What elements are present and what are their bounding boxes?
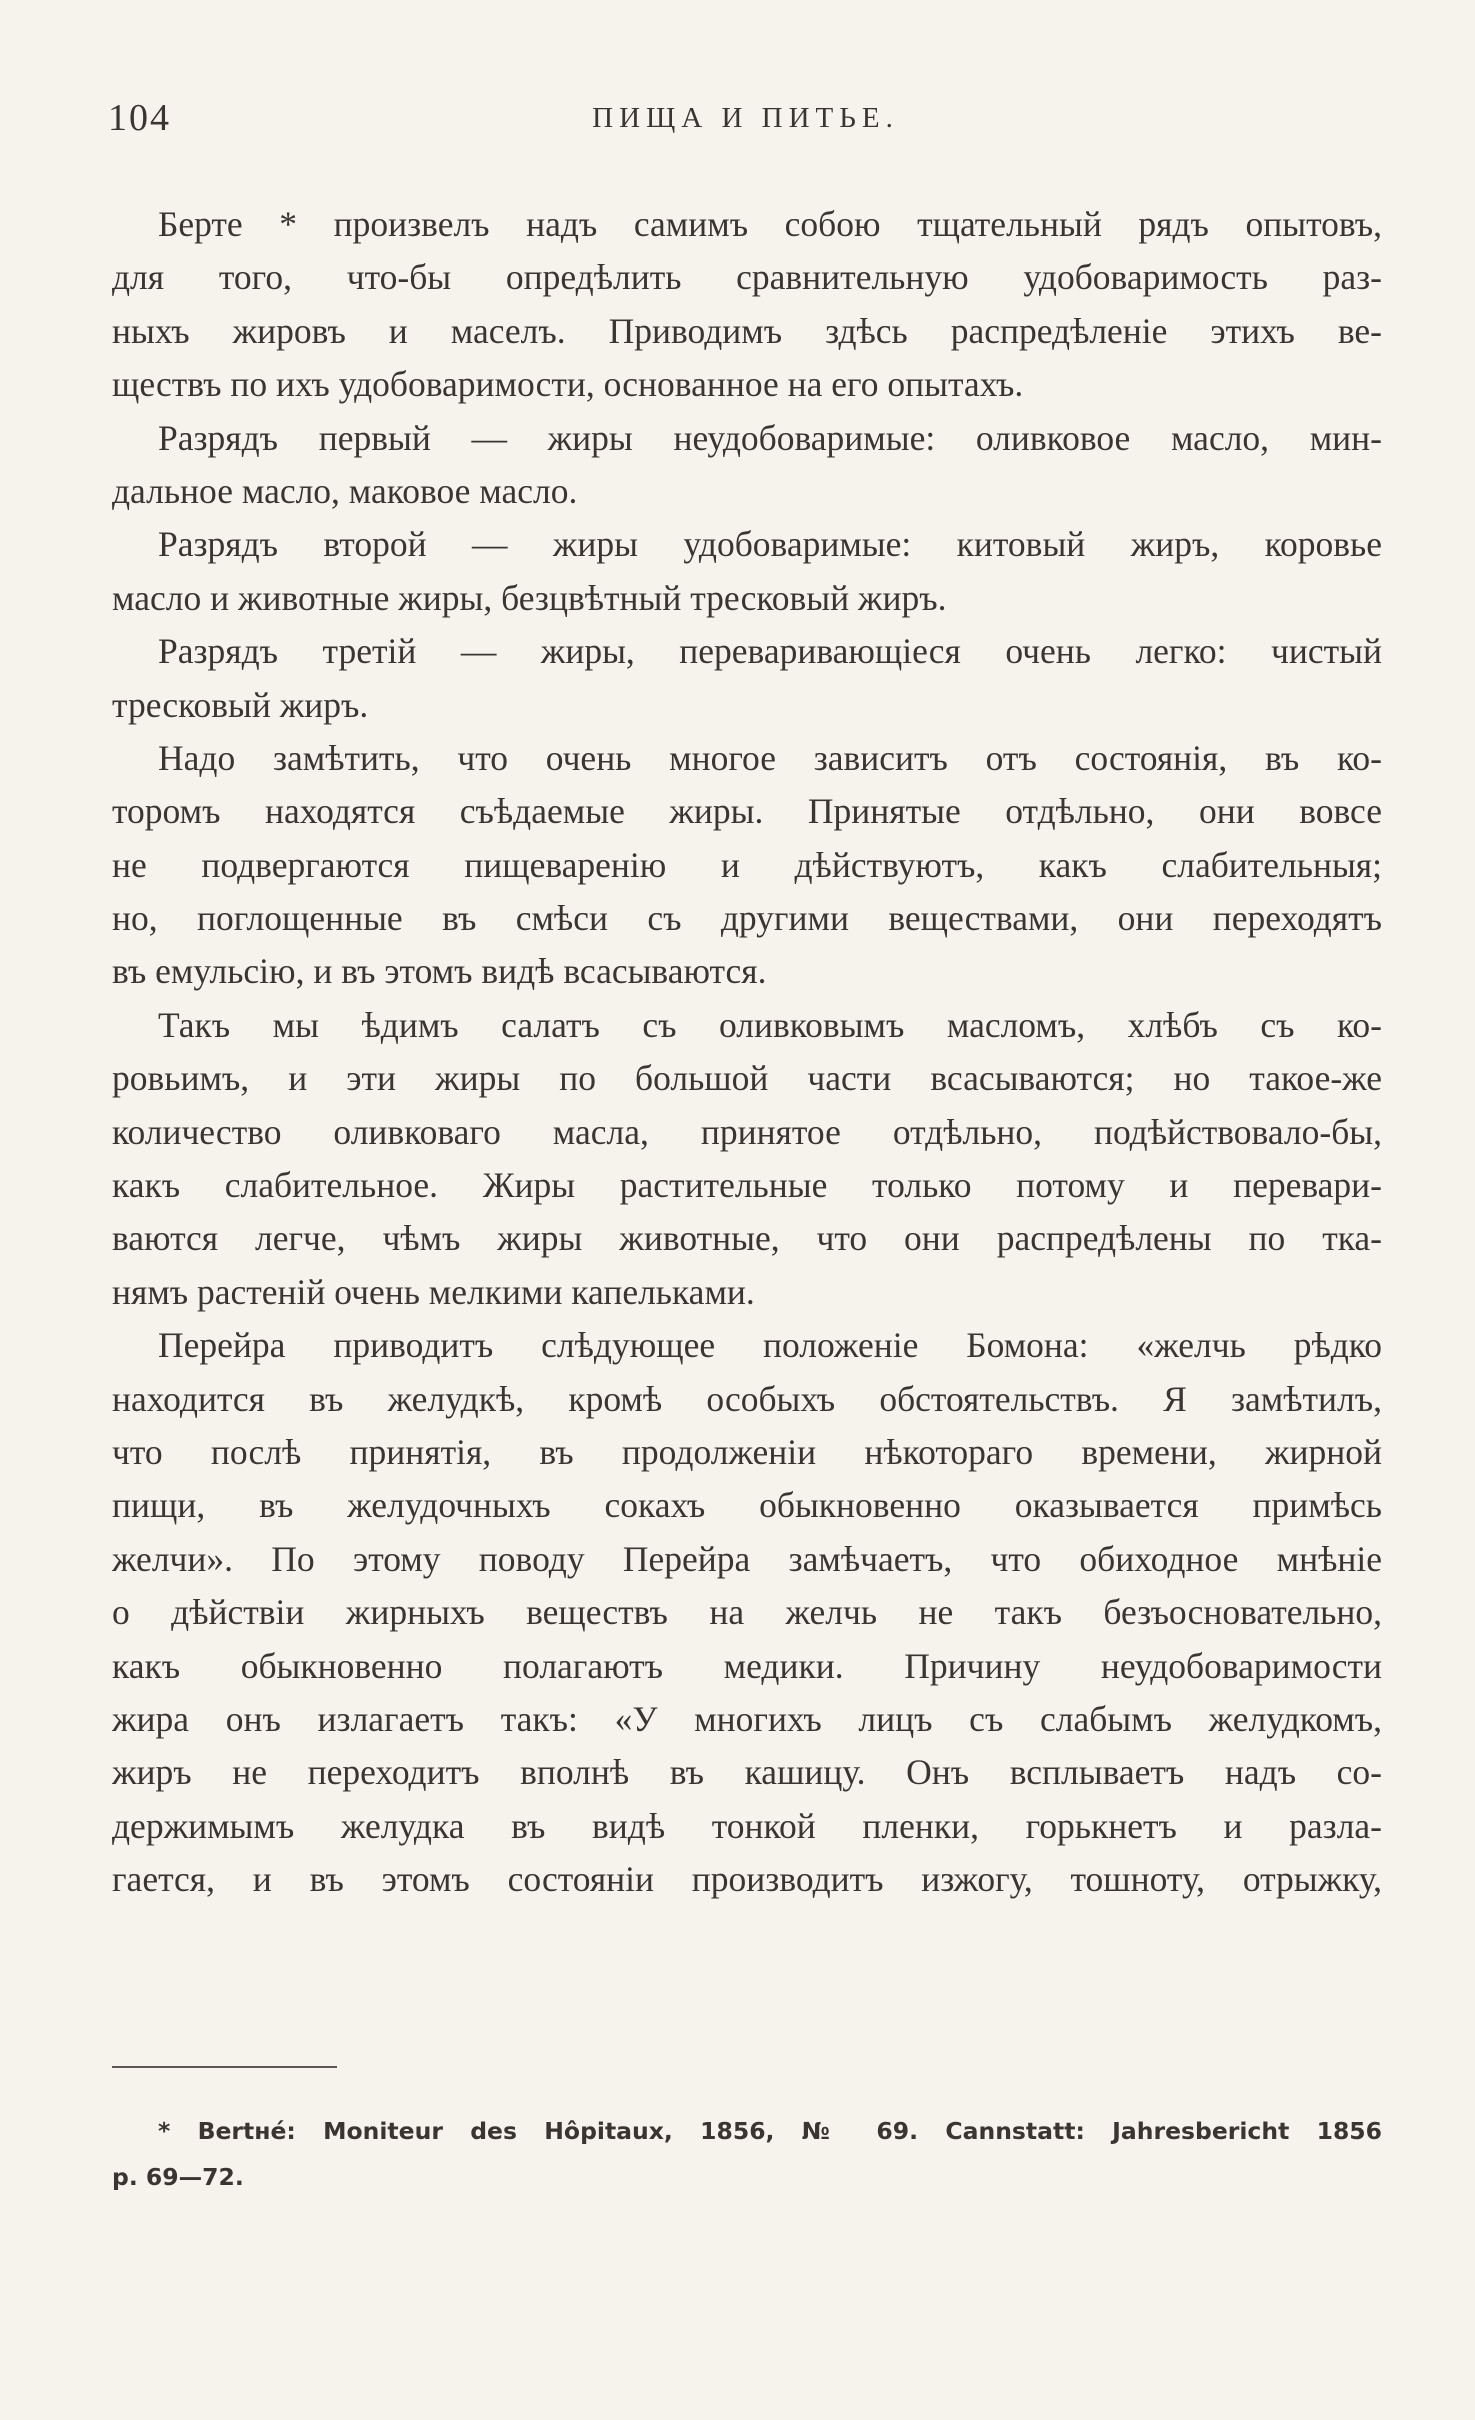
text-line: Разрядъ первый — жиры неудобоваримые: оливковое масло, мин- bbox=[158, 417, 1382, 458]
text-line: жира онъ излагаетъ такъ: «У многихъ лицъ съ слабымъ желудкомъ, bbox=[112, 1698, 1382, 1739]
page-header bbox=[108, 96, 1383, 156]
text-line: количество оливковаго масла, принятое отдѣльно, подѣйствовало-бы, bbox=[112, 1111, 1382, 1152]
text-line: желчи». По этому поводу Перейра замѣчаетъ, что обиходное мнѣніе bbox=[112, 1538, 1382, 1579]
text-line: ществъ по ихъ удобоваримости, основанное на его опытахъ. bbox=[112, 364, 1024, 405]
text-line: что послѣ принятія, въ продолженіи нѣкотораго времени, жирной bbox=[112, 1431, 1382, 1472]
footnote-line: * Bertнé: Moniteur des Hôpitaux, 1856, № 69. Cannstatt: Jahresbericht 1856 bbox=[158, 2117, 1382, 2145]
text-line: гается, и въ этомъ состояніи производитъ изжогу, тошноту, отрыжку, bbox=[112, 1859, 1382, 1900]
text-line: дальное масло, маковое масло. bbox=[112, 470, 578, 511]
text-line: держимымъ желудка въ видѣ тонкой пленки, горькнетъ и разла- bbox=[112, 1805, 1382, 1846]
text-line: ваются легче, чѣмъ жиры животные, что они распредѣлены по тка- bbox=[112, 1218, 1382, 1259]
text-line: но, поглощенные въ смѣси съ другими веществами, они переходятъ bbox=[112, 898, 1382, 939]
footnote bbox=[112, 2108, 1382, 2200]
page-number: 104 bbox=[108, 97, 171, 139]
text-line: тресковый жиръ. bbox=[112, 684, 369, 725]
text-line: какъ обыкновенно полагаютъ медики. Причину неудобоваримости bbox=[112, 1645, 1382, 1686]
body-text bbox=[112, 198, 1382, 1907]
text-line: масло и животные жиры, безцвѣтный тресковый жиръ. bbox=[112, 577, 947, 618]
text-line: Такъ мы ѣдимъ салатъ съ оливковымъ масломъ, хлѣбъ съ ко- bbox=[158, 1004, 1382, 1045]
text-line: не подвергаются пищеваренію и дѣйствуютъ, какъ слабительныя; bbox=[112, 844, 1382, 885]
text-line: Разрядъ второй — жиры удобоваримые: китовый жиръ, коровье bbox=[158, 524, 1382, 565]
text-line: жиръ не переходитъ вполнѣ въ кашицу. Онъ всплываетъ надъ со- bbox=[112, 1752, 1382, 1793]
footnote-line: p. 69—72. bbox=[112, 2163, 244, 2191]
text-line: торомъ находятся съѣдаемые жиры. Принятые отдѣльно, они вовсе bbox=[112, 791, 1382, 832]
text-line: какъ слабительное. Жиры растительные только потому и перевари- bbox=[112, 1165, 1382, 1206]
text-line: въ емульсію, и въ этомъ видѣ всасываются. bbox=[112, 951, 767, 992]
text-line: Разрядъ третій — жиры, переваривающіеся очень легко: чистый bbox=[158, 631, 1382, 672]
text-line: Берте * произвелъ надъ самимъ собою тщательный рядъ опытовъ, bbox=[158, 204, 1382, 244]
text-line: ровьимъ, и эти жиры по большой части всасываются; но такое-же bbox=[112, 1058, 1382, 1099]
footnote-separator bbox=[112, 2066, 337, 2068]
text-line: для того, что-бы опредѣлить сравнительную удобоваримость раз- bbox=[112, 257, 1382, 298]
text-line: ныхъ жировъ и маселъ. Приводимъ здѣсь распредѣленіе этихъ ве- bbox=[112, 310, 1382, 351]
running-head: ПИЩА И ПИТЬЕ. bbox=[592, 102, 899, 134]
text-line: Перейра приводитъ слѣдующее положеніе Бомона: «желчь рѣдко bbox=[158, 1325, 1382, 1366]
text-line: пищи, въ желудочныхъ сокахъ обыкновенно оказывается примѣсь bbox=[112, 1485, 1382, 1526]
text-line: находится въ желудкѣ, кромѣ особыхъ обстоятельствъ. Я замѣтилъ, bbox=[112, 1378, 1382, 1419]
text-line: о дѣйствіи жирныхъ веществъ на желчь не такъ безъосновательно, bbox=[112, 1592, 1382, 1633]
text-line: Надо замѣтить, что очень многое зависитъ отъ состоянія, въ ко- bbox=[158, 737, 1382, 778]
text-line: нямъ растеній очень мелкими капельками. bbox=[112, 1271, 755, 1312]
